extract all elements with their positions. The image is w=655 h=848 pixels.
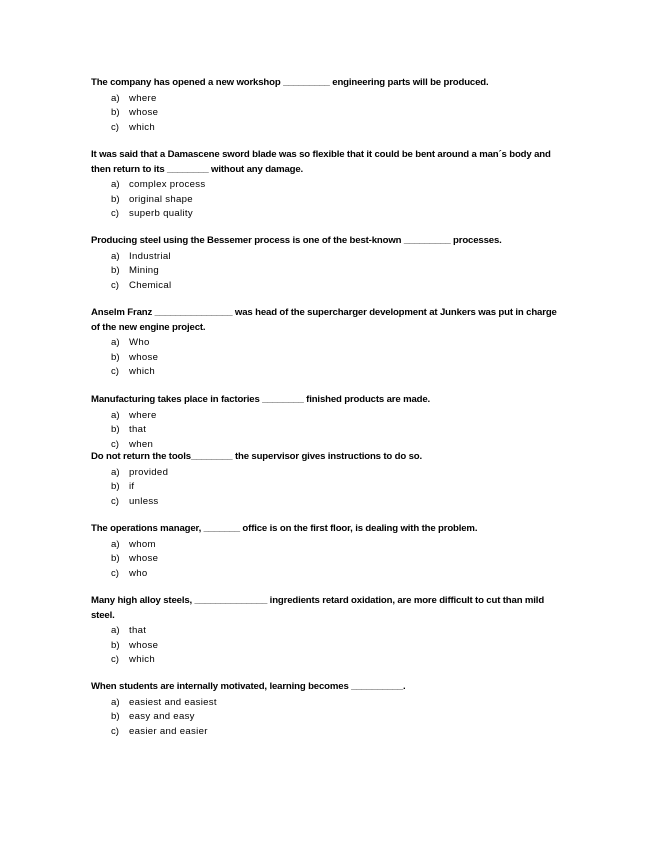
option-letter: c) [111,654,119,665]
option-text: superb quality [129,208,193,219]
option-text: which [129,121,156,133]
option-text: Industrial [129,250,171,262]
option-text: easiest and easiest [129,696,217,708]
option-text: easy and easy [129,711,195,722]
option-text: unless [129,495,159,507]
option-text: when [129,438,154,450]
option-letter: b) [111,107,120,118]
question-stem: Manufacturing takes place in factories ________ finished products are made. [91,394,431,405]
option-letter: b) [111,351,120,363]
question-6 [91,450,566,509]
option-letter: b) [111,265,120,276]
option-item [91,552,566,567]
question-stem: It was said that a Damascene sword blade was so flexible that it could be bent around a man´s body and then return to its ________ without any damage. [91,149,551,175]
option-letter: b) [111,553,120,564]
option-text: which [129,654,156,665]
option-text: original shape [129,193,193,205]
option-letter: c) [111,567,119,579]
option-item [91,193,566,208]
option-letter: c) [111,438,119,450]
option-text: whose [129,107,159,118]
option-letter: c) [111,725,119,737]
option-item [91,710,566,725]
option-item [91,567,566,582]
option-item [91,696,566,711]
option-list [91,538,566,582]
option-text: Mining [129,265,160,276]
option-text: provided [129,466,169,478]
question-2 [91,148,566,222]
option-letter: a) [111,92,120,104]
option-item [91,725,566,740]
option-item [91,264,566,279]
question-stem: Many high alloy steels, ______________ ingredients retard oxidation, are more difficult to cut than mild steel. [91,595,545,621]
option-item [91,250,566,265]
option-letter: c) [111,366,119,377]
option-list [91,250,566,294]
option-letter: a) [111,538,120,550]
option-item [91,639,566,654]
question-stem: The operations manager, _______ office is on the first floor, is dealing with the problem. [91,523,478,534]
option-letter: b) [111,639,120,651]
option-item [91,495,566,510]
option-text: whose [129,351,159,363]
option-text: which [129,366,156,377]
option-letter: b) [111,711,120,722]
option-letter: b) [111,481,120,492]
option-list [91,178,566,222]
option-text: Chemical [129,279,172,291]
option-item [91,106,566,121]
option-letter: a) [111,625,120,636]
option-list [91,409,566,453]
option-letter: a) [111,466,120,478]
option-letter: a) [111,696,120,708]
option-item [91,653,566,668]
option-letter: a) [111,337,120,348]
question-5 [91,393,566,452]
option-item [91,351,566,366]
option-letter: b) [111,193,120,205]
option-item [91,423,566,438]
option-text: that [129,625,147,636]
option-text: whose [129,553,159,564]
option-letter: c) [111,121,119,133]
option-item [91,207,566,222]
option-letter: c) [111,495,119,507]
option-item [91,466,566,481]
question-3 [91,234,566,293]
question-9 [91,680,566,739]
question-8 [91,594,566,668]
option-letter: a) [111,409,120,421]
question-stem: Producing steel using the Bessemer process is one of the best-known _________ processes. [91,235,502,246]
question-stem: When students are internally motivated, learning becomes __________. [91,681,406,692]
option-text: easier and easier [129,725,208,737]
option-list [91,696,566,740]
option-text: whose [129,639,159,651]
option-item [91,336,566,351]
option-letter: c) [111,279,119,291]
option-text: who [129,567,148,579]
option-letter: c) [111,208,119,219]
question-stem: The company has opened a new workshop _________ engineering parts will be produced. [91,77,489,88]
option-text: if [129,481,135,492]
option-list [91,92,566,136]
option-text: complex process [129,179,206,190]
option-text: where [129,92,157,104]
option-item [91,121,566,136]
option-letter: b) [111,424,120,435]
option-item [91,409,566,424]
question-stem: Do not return the tools________ the supervisor gives instructions to do so. [91,451,423,462]
option-text: where [129,409,157,421]
option-item [91,538,566,553]
option-item [91,279,566,294]
option-item [91,480,566,495]
option-list [91,624,566,668]
option-text: that [129,424,147,435]
option-item [91,178,566,193]
option-letter: a) [111,250,120,262]
option-item [91,92,566,107]
question-1 [91,76,566,135]
option-text: Who [129,337,150,348]
option-item [91,624,566,639]
question-stem: Anselm Franz _______________ was head of the supercharger development at Junkers was put in charge of the new engine project. [91,307,557,333]
question-7 [91,522,566,581]
option-list [91,336,566,380]
option-list [91,466,566,510]
question-4 [91,306,566,380]
option-letter: a) [111,179,120,190]
option-item [91,365,566,380]
option-text: whom [129,538,156,550]
